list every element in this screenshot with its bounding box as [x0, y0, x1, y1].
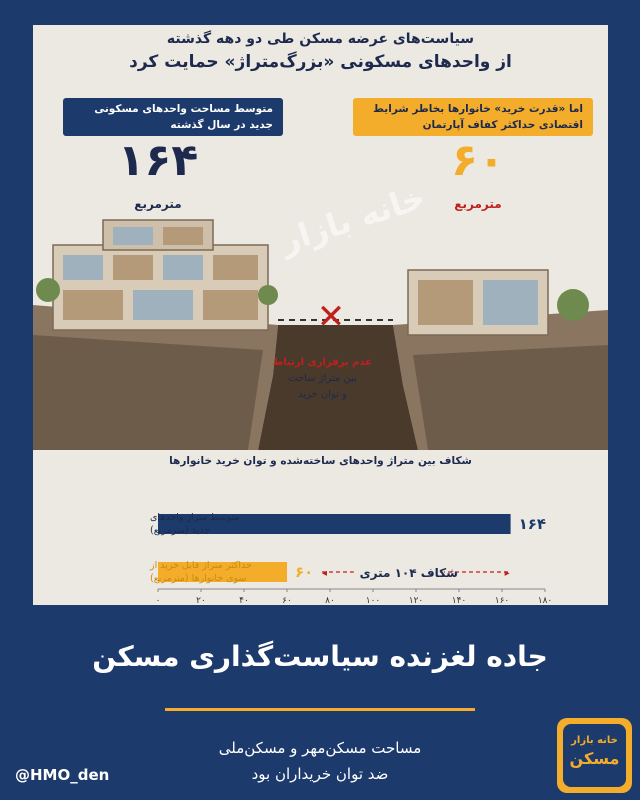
gap-note [255, 355, 390, 403]
headline-line-2: از واحدهای مسکونی «بزرگ‌متراژ» حمایت کرد [129, 52, 512, 72]
x-tick-label-160: ۱۶۰ [494, 596, 510, 605]
x-tick-label-20: ۲۰ [196, 596, 206, 605]
new-units-badge: متوسط مساحت واحدهای مسکونی جدید در سال گذشته [63, 98, 283, 136]
channel-handle[interactable]: @HMO_den [15, 766, 110, 784]
brand-logo [557, 718, 632, 793]
gap-annotation: شکاف ۱۰۴ متری [359, 566, 458, 580]
gap-arrow-right: ▸ [504, 568, 510, 579]
x-tick-label-80: ۸۰ [325, 596, 335, 605]
gap-note-line-2: و توان خرید [298, 389, 347, 400]
gap-bar-chart [33, 472, 608, 605]
infographic [33, 25, 608, 605]
x-tick-label-0: ۰ [155, 596, 161, 605]
footer-subtitle-line-2: ضد توان خریداران بود [251, 765, 389, 783]
category-label-1: متوسط متراژ واحدهای جدید (مترمربع) [150, 512, 240, 536]
bar-value-label-2: ۶۰ [295, 563, 314, 581]
no-connection-icon: ✕ [316, 297, 346, 337]
bar-value-label-1: ۱۶۴ [518, 515, 547, 533]
affordability-badge: اما «قدرت خرید» خانوارها بخاطر شرایط اقتصادی حداکثر کفاف آپارتمان [353, 98, 593, 136]
x-tick-label-40: ۴۰ [239, 596, 249, 605]
x-tick-label-140: ۱۴۰ [451, 596, 467, 605]
footer-divider [165, 708, 475, 711]
headline-line-1: سیاست‌های عرضه مسکن طی دو دهه گذشته [166, 31, 475, 47]
new-units-unit: مترمربع [134, 197, 182, 211]
x-tick-label-100: ۱۰۰ [365, 596, 381, 605]
new-units-value: ۱۶۴ [117, 135, 199, 186]
x-tick-label-120: ۱۲۰ [408, 596, 424, 605]
afford-unit: مترمربع [454, 197, 502, 211]
gap-note-title: عدم برقراری ارتباط [272, 357, 373, 368]
logo-big-text: مسکن [569, 749, 620, 768]
category-label-2: حداکثر متراژ قابل خرید از سوی خانوارها (مترمربع) [150, 560, 252, 584]
afford-value: ۶۰ [451, 135, 505, 186]
x-tick-label-60: ۶۰ [282, 596, 292, 605]
x-tick-label-180: ۱۸۰ [537, 596, 553, 605]
footer-subtitle-line-1: مساحت مسکن‌مهر و مسکن‌ملی [218, 739, 422, 757]
footer-title: جاده لغزنده سیاست‌گذاری مسکن [92, 640, 548, 673]
chart-title: شکاف بین متراژ واحدهای ساخته‌شده و توان خرید خانوارها [169, 455, 472, 467]
watermark: خانه بازار [275, 177, 430, 261]
gap-note-line-1: بین متراژ ساخت [288, 373, 357, 384]
gap-arrow-left: ◂ [322, 568, 328, 579]
logo-small-text: خانه بازار [571, 735, 618, 746]
